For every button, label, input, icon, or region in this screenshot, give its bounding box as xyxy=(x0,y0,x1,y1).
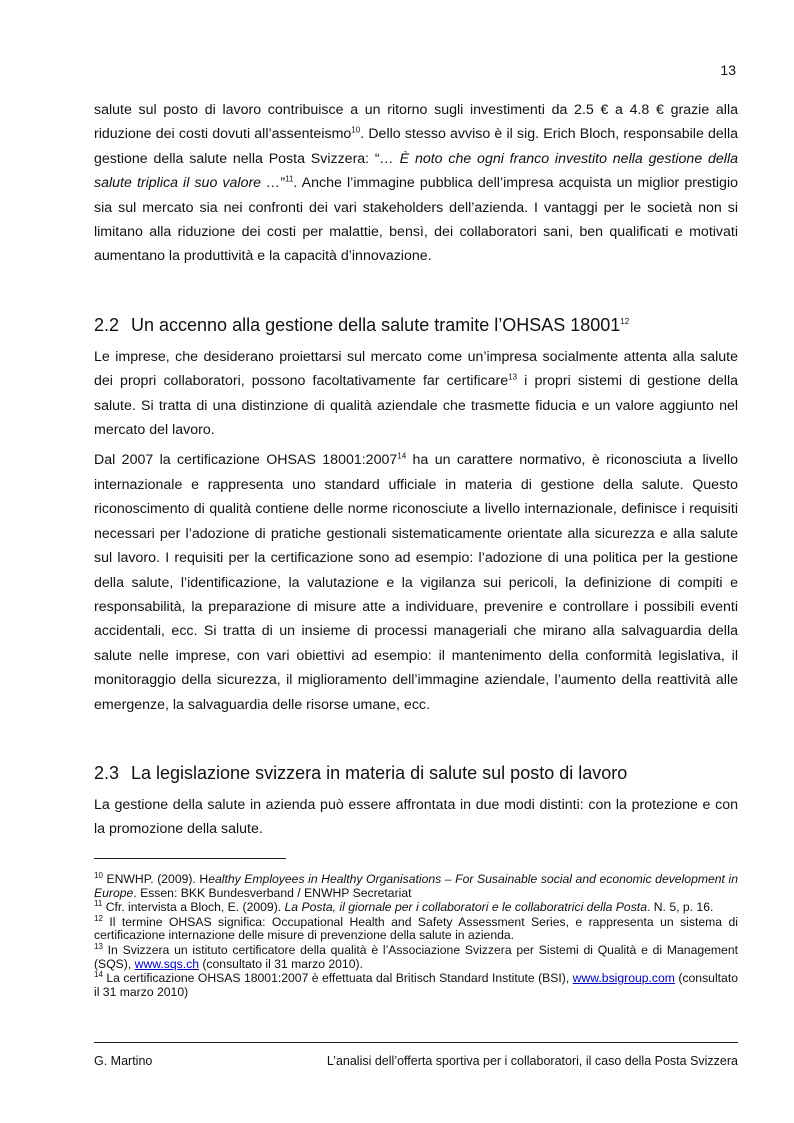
footnote-number: 14 xyxy=(94,970,103,980)
footnote-10 xyxy=(94,870,738,900)
footnote-title: ealthy Employees in Healthy Organisations – For Susainable social and economic development in Europe xyxy=(94,872,738,900)
paragraph-3 xyxy=(94,448,738,716)
paragraph-1 xyxy=(94,98,738,269)
footnote-text: (consultato il 31 marzo 2010). xyxy=(198,956,363,971)
p1-text-d: . Anche l’immagine pubblica dell’impresa acquista un miglior prestigio sia sul mercato sia nei confronti dei vari stakeholders dell’azienda. I vantaggi per le società non si limitano alla riduzione dei costi per malattie, bensì, dei collaboratori sani, ben qualificati e motivati aumentano la produttività e la capacità d’innovazione. xyxy=(94,175,738,265)
footnote-text: Il termine OHSAS significa: Occupational Health and Safety Assessment Series, e rappresenta un sistema di certificazione internazione delle misure di prevenzione della salute in azienda. xyxy=(94,914,738,943)
footnote-ref-10[interactable]: 10 xyxy=(351,125,361,135)
footer-author: G. Martino xyxy=(94,1054,153,1068)
p3-text-b: ha un carattere normativo, è riconosciuta a livello internazionale e rappresenta uno standard ufficiale in materia di gestione della salute. Questo riconoscimento di qualità contiene delle norme riconosciute a livello internazionale, definisce i requisiti necessari per l’adozione di pratiche gestionali sistematicamente orientate alla sicurezza e alla salute sul lavoro. I requisiti per la certificazione sono ad esempio: l’adozione di una politica per la gestione della salute, l’identificazione, la valutazione e la vigilanza sui pericoli, la definizione di compiti e responsabilità, la preparazione di misure atte a individuare, prevenire e controllare i possibili eventi accidentali, ecc. Si tratta di un insieme di processi manageriali che mirano alla salvaguardia della salute nelle imprese, con vari obiettivi ad esempio: il mantenimento della conformità legislativa, il monitoraggio della sicurezza, il miglioramento dell’immagine aziendale, l’aumento della reattività alle emergenze, la salvaguardia delle risorse umane, ecc. xyxy=(94,452,738,713)
footnote-text: In Svizzera un istituto certificatore della qualità è l’Associazione Svizzera per Sistemi di Qualità e di Management (SQS), xyxy=(94,942,738,971)
footnote-ref-11[interactable]: 11 xyxy=(285,174,294,184)
footnote-text: ENWHP. (2009). H xyxy=(102,872,209,886)
paragraph-2 xyxy=(94,345,738,443)
footnote-ref-13[interactable]: 13 xyxy=(508,372,518,382)
footnote-text: Cfr. intervista a Bloch, E. (2009). xyxy=(102,900,285,915)
footnote-ref-14[interactable]: 14 xyxy=(397,451,407,461)
section-heading-2-3 xyxy=(94,761,738,785)
footnote-separator xyxy=(94,858,286,859)
footnote-14 xyxy=(94,972,738,999)
sqs-link[interactable]: www.sqs.ch xyxy=(134,956,199,971)
footnote-title: La Posta, il giornale per i collaboratori e le collaboratrici della Posta xyxy=(284,900,647,915)
footnote-12 xyxy=(94,913,738,943)
footnote-text: (consultato il 31 marzo 2010) xyxy=(94,971,738,999)
footer-document-title: L’analisi dell’offerta sportiva per i collaboratori, il caso della Posta Svizzera xyxy=(326,1054,738,1068)
p1-text-b: . Dello stesso avviso è il sig. Erich Bloch, responsabile della gestione della salute nella Posta Svizzera: “ xyxy=(94,126,739,167)
section-title: La legislazione svizzera in materia di salute sul posto di lavoro xyxy=(131,762,628,783)
footnote-text: . Essen: BKK Bundesverband / ENWHP Secretariat xyxy=(133,885,412,900)
footnote-ref-12[interactable]: 12 xyxy=(620,316,630,326)
section-title: Un accenno alla gestione della salute tramite l’OHSAS 18001 xyxy=(131,314,621,335)
footnote-text: . N. 5, p. 16. xyxy=(646,900,714,915)
section-number: 2.3 xyxy=(94,762,120,783)
p1-text-c: ” xyxy=(280,175,286,192)
p3-text-a: Dal 2007 la certificazione OHSAS 18001:2007 xyxy=(94,452,398,469)
footnote-13 xyxy=(94,941,738,971)
p2-text-b: i propri sistemi di gestione della salute. Si tratta di una distinzione di qualità aziendale che trasmette fiducia e un valore aggiunto nel mercato del lavoro. xyxy=(94,373,738,439)
footnote-11 xyxy=(94,901,738,915)
footnote-number: 11 xyxy=(94,899,103,909)
footnote-number: 10 xyxy=(94,870,103,880)
paragraph-4: La gestione della salute in azienda può essere affrontata in due modi distinti: con la protezione e con la promozione della salute. xyxy=(94,796,738,838)
bsigroup-link[interactable]: www.bsigroup.com xyxy=(572,971,675,986)
footnote-number: 12 xyxy=(94,913,103,923)
footnote-number: 13 xyxy=(94,941,103,951)
section-number: 2.2 xyxy=(94,314,120,335)
page-number: 13 xyxy=(720,62,736,78)
p2-text-a: Le imprese, che desiderano proiettarsi sul mercato come un’impresa socialmente attenta alla salute dei propri collaboratori, possono facoltativamente far certificare xyxy=(94,348,738,390)
main-content xyxy=(94,98,738,848)
footnotes xyxy=(94,870,738,1000)
p1-text-a: salute sul posto di lavoro contribuisce a un ritorno sugli investimenti da 2.5 € a 4.8 € grazie alla riduzione dei costi dovuti all’assenteismo xyxy=(94,102,738,143)
footer-separator xyxy=(94,1042,738,1043)
section-heading-2-2 xyxy=(94,313,738,337)
p1-quote: … È noto che ogni franco investito nella gestione della salute triplica il suo valore … xyxy=(94,150,738,192)
footnote-text: La certificazione OHSAS 18001:2007 è effettuata dal Britisch Standard Institute (BSI), xyxy=(102,971,573,986)
